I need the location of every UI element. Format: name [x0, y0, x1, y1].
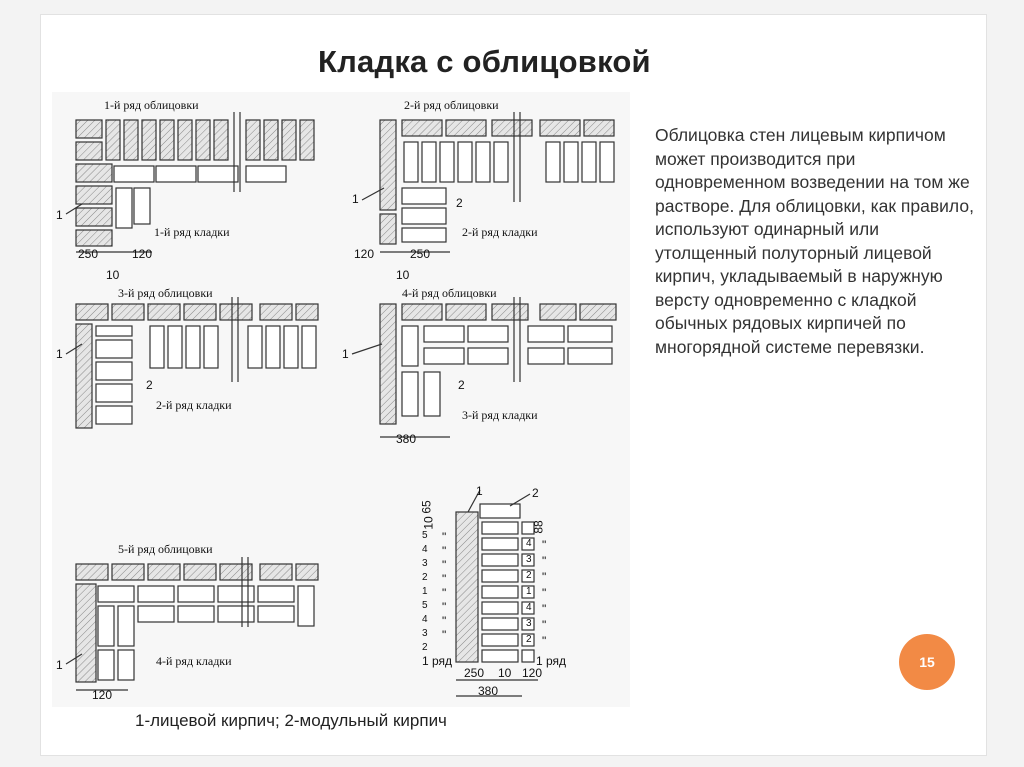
label-row2-facing: 2-й ряд облицовки [404, 98, 499, 112]
dim-250-f: 250 [464, 666, 485, 680]
ditto-mark-11: " [542, 570, 547, 584]
ditto-mark-2: " [442, 544, 447, 558]
col-left-n2: 4 [422, 544, 428, 555]
col-right-n7: 2 [526, 634, 532, 645]
col-right-n1: 4 [526, 538, 532, 549]
ditto-mark-14: " [542, 618, 547, 632]
dim-88-f: 88 [531, 520, 546, 534]
marker-1-b: 1 [352, 192, 359, 206]
label-row3-masonry: 3-й ряд кладки [462, 408, 538, 422]
page-number-badge[interactable]: 15 [899, 634, 955, 690]
marker-2-c: 2 [146, 378, 153, 392]
col-right-n3: 2 [526, 570, 532, 581]
marker-1-f: 1 [476, 484, 483, 498]
ditto-mark-9: " [542, 538, 547, 552]
col-left-n6: 5 [422, 600, 428, 611]
label-row1-facing: 1-й ряд облицовки [104, 98, 199, 112]
dim-250-a: 250 [78, 247, 99, 261]
label-row2-masonry-b: 2-й ряд кладки [156, 398, 232, 412]
marker-1-e: 1 [56, 658, 63, 672]
dim-10-b: 10 [396, 268, 410, 282]
ditto-mark-3: " [442, 558, 447, 572]
dim-10-f-vertical: 10 [421, 516, 436, 530]
ditto-mark-12: " [542, 586, 547, 600]
body-paragraph: Облицовка стен лицевым кирпичом может производится при одновременном возведении на том же растворе. Для облицовки, как правило, используют одинарный или утолщенный полуторный лицевой кирпич, укладываемый в наружную версту одновременно с кладкой обычных рядовых кирпичей по многорядной системе перевязки. [655, 125, 974, 357]
ditto-mark-15: " [542, 634, 547, 648]
dim-10-f: 10 [498, 666, 512, 680]
label-row-right: 1 ряд [536, 654, 567, 668]
dim-120-b: 120 [354, 247, 375, 261]
ditto-mark-7: " [442, 614, 447, 628]
col-left-n4: 2 [422, 572, 428, 583]
label-row1-masonry: 1-й ряд кладки [154, 225, 230, 239]
marker-1-c: 1 [56, 347, 63, 361]
label-row4-facing: 4-й ряд облицовки [402, 286, 497, 300]
dim-120-e: 120 [92, 688, 113, 702]
dim-120-f: 120 [522, 666, 543, 680]
ditto-mark-1: " [442, 530, 447, 544]
marker-1-a: 1 [56, 208, 63, 222]
dim-10-a: 10 [106, 268, 120, 282]
col-left-n3: 3 [422, 558, 428, 569]
col-left-n5: 1 [422, 586, 428, 597]
dim-120-a: 120 [132, 247, 153, 261]
label-row-left: 1 ряд [422, 654, 453, 668]
marker-1-d: 1 [342, 347, 349, 361]
col-left-n7: 4 [422, 614, 428, 625]
marker-2-d: 2 [458, 378, 465, 392]
brickwork-figure [52, 92, 630, 707]
ditto-mark-10: " [542, 554, 547, 568]
ditto-mark-6: " [442, 600, 447, 614]
col-right-n6: 3 [526, 618, 532, 629]
figure-caption: 1-лицевой кирпич; 2-модульный кирпич [135, 711, 447, 730]
ditto-mark-8: " [442, 628, 447, 642]
marker-2-b: 2 [456, 196, 463, 210]
label-row4-masonry: 4-й ряд кладки [156, 654, 232, 668]
col-right-n2: 3 [526, 554, 532, 565]
col-left-n1: 5 [422, 530, 428, 541]
dim-65-f: 65 [419, 500, 434, 514]
marker-2-f: 2 [532, 486, 539, 500]
ditto-mark-5: " [442, 586, 447, 600]
slide-title: Кладка с облицовкой [318, 44, 651, 79]
col-right-n4: 1 [526, 586, 532, 597]
ditto-mark-4: " [442, 572, 447, 586]
label-row5-facing: 5-й ряд облицовки [118, 542, 213, 556]
dim-250-b: 250 [410, 247, 431, 261]
col-left-n9: 2 [422, 642, 428, 653]
dim-380-f: 380 [478, 684, 499, 698]
dim-380-d: 380 [396, 432, 417, 446]
col-left-n8: 3 [422, 628, 428, 639]
col-right-n5: 4 [526, 602, 532, 613]
label-row2-masonry: 2-й ряд кладки [462, 225, 538, 239]
ditto-mark-13: " [542, 602, 547, 616]
label-row3-facing: 3-й ряд облицовки [118, 286, 213, 300]
